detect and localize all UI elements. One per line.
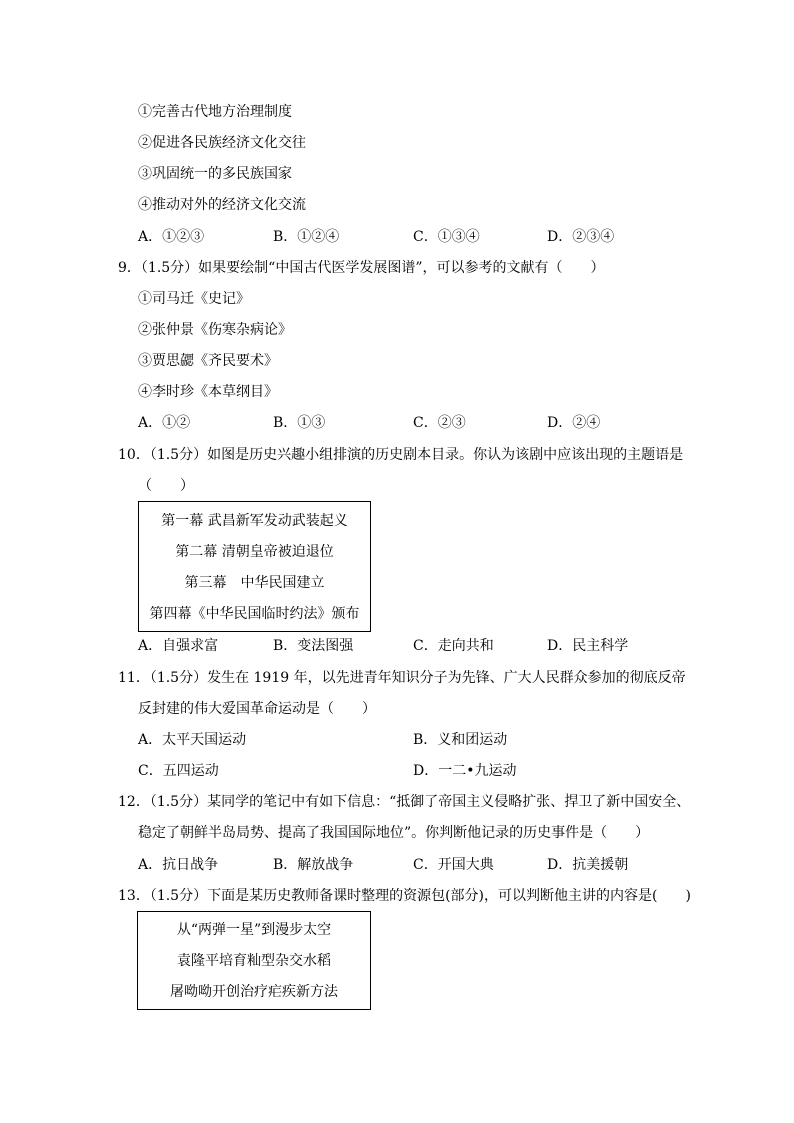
q13-resource-1: 从“两弹一星”到漫步太空	[176, 922, 332, 938]
q9-option-d[interactable]: D．②④	[547, 415, 601, 431]
q9-option-b[interactable]: B．①③	[273, 415, 326, 431]
q8-item-1: ①完善古代地方治理制度	[138, 104, 292, 120]
q10-option-b[interactable]: B．变法图强	[273, 638, 354, 654]
q11-stem-line-1: 11．（1.5分）发生在 1919 年，以先进青年知识分子为先锋、广大人民群众参加的彻底反帝	[118, 670, 686, 686]
q10-option-c[interactable]: C．走向共和	[413, 638, 494, 654]
q9-option-a[interactable]: A．①②	[138, 415, 191, 431]
q10-stem-line-2: （ ）	[138, 478, 194, 494]
q9-stem: 9．（1.5分）如果要绘制“中国古代医学发展图谱”，可以参考的文献有（ ）	[118, 260, 605, 276]
q13-resource-3: 屠呦呦开创治疗疟疾新方法	[170, 984, 338, 1000]
q11-option-d[interactable]: D．一二•九运动	[413, 763, 517, 779]
q10-stem-line-1: 10．（1.5分）如图是历史兴趣小组排演的历史剧本目录。你认为该剧中应该出现的主题语是	[118, 447, 684, 463]
q12-stem-line-1: 12．（1.5分）某同学的笔记中有如下信息：“抵御了帝国主义侵略扩张、捍卫了新中国安全、	[118, 794, 691, 810]
q12-option-c[interactable]: C．开国大典	[413, 857, 494, 873]
q13-resource-box	[137, 911, 371, 1010]
q9-item-4: ④李时珍《本草纲目》	[138, 384, 278, 400]
q10-act-2: 第二幕 清朝皇帝被迫退位	[175, 544, 334, 560]
q12-option-d[interactable]: D．抗美援朝	[547, 857, 629, 873]
q8-option-a[interactable]: A．①②③	[138, 229, 205, 245]
q11-option-a[interactable]: A．太平天国运动	[138, 732, 247, 748]
q8-option-c[interactable]: C．①③④	[413, 229, 480, 245]
q8-item-4: ④推动对外的经济文化交流	[138, 197, 306, 213]
q8-item-3: ③巩固统一的多民族国家	[138, 166, 292, 182]
q12-option-a[interactable]: A．抗日战争	[138, 857, 219, 873]
q9-item-3: ③贾思勰《齐民要术》	[138, 353, 278, 369]
q8-option-b[interactable]: B．①②④	[273, 229, 340, 245]
q10-script-box	[138, 501, 371, 632]
q10-act-3: 第三幕 中华民国建立	[184, 575, 325, 591]
q9-option-c[interactable]: C．②③	[413, 415, 466, 431]
q13-resource-2: 袁隆平培育籼型杂交水稻	[177, 953, 331, 969]
q9-item-1: ①司马迁《史记》	[138, 291, 250, 307]
q12-option-b[interactable]: B．解放战争	[273, 857, 354, 873]
q10-option-d[interactable]: D．民主科学	[547, 638, 629, 654]
q12-stem-line-2: 稳定了朝鲜半岛局势、提高了我国国际地位”。你判断他记录的历史事件是（ ）	[138, 825, 650, 841]
q10-act-4: 第四幕《中华民国临时约法》颁布	[149, 606, 360, 622]
q10-option-a[interactable]: A．自强求富	[138, 638, 219, 654]
q8-item-2: ②促进各民族经济文化交往	[138, 135, 306, 151]
q11-option-b[interactable]: B．义和团运动	[413, 732, 508, 748]
q11-stem-line-2: 反封建的伟大爱国革命运动是（ ）	[138, 701, 376, 717]
q11-option-c[interactable]: C．五四运动	[138, 763, 219, 779]
q10-act-1: 第一幕 武昌新军发动武装起义	[161, 513, 348, 529]
q9-item-2: ②张仲景《伤寒杂病论》	[138, 322, 292, 338]
q13-stem: 13．（1.5分）下面是某历史教师备课时整理的资源包(部分)，可以判断他主讲的内容是( )	[118, 888, 691, 904]
q8-option-d[interactable]: D．②③④	[547, 229, 615, 245]
